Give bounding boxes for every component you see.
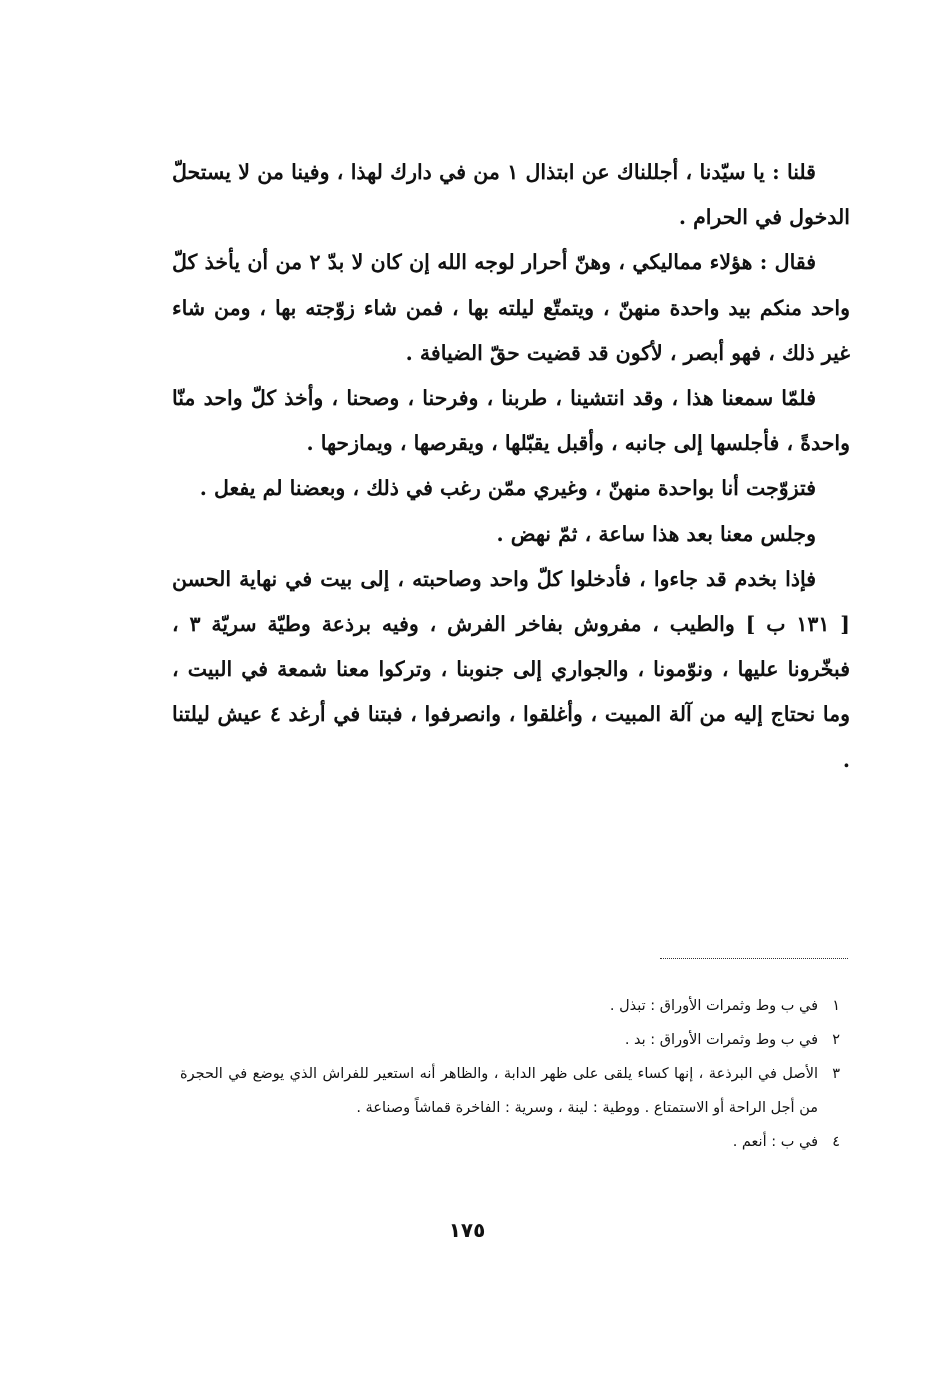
footnote-item — [180, 1125, 840, 1159]
main-text — [172, 150, 850, 783]
footnote-item — [180, 989, 840, 1023]
footnote-text: في ب وط وثمرات الأوراق : تبذل . — [609, 998, 818, 1014]
footnote-number: ١ — [832, 998, 840, 1014]
footnote-number: ٢ — [832, 1032, 840, 1048]
footnote-item — [180, 1057, 840, 1125]
footnote-text: في ب وط وثمرات الأوراق : بد . — [624, 1032, 818, 1048]
footnote-item — [180, 1023, 840, 1057]
paragraph-4: فتزوّجت أنا بواحدة منهنّ ، وغيري ممّن رغب في ذلك ، وبعضنا لم يفعل . — [199, 476, 816, 501]
footnote-divider — [660, 958, 848, 959]
paragraph-1: قلنا : يا سيّدنا ، أجللناك عن ابتذال ١ من في دارك لهذا ، وفينا من لا يستحلّ الدخول في الحرام . — [172, 160, 850, 230]
paragraph-5: وجلس معنا بعد هذا ساعة ، ثمّ نهض . — [496, 521, 816, 546]
footnote-number: ٣ — [832, 1066, 840, 1082]
footnote-text: في ب : أنعم . — [732, 1134, 818, 1150]
paragraph-2: فقال : هؤلاء مماليكي ، وهنّ أحرار لوجه الله إن كان لا بدّ ٢ من أن يأخذ كلّ واحد منكم بيد واحدة منهنّ ، ويتمتّع ليلته بها ، فمن شاء زوّجته بها ، ومن شاء غير ذلك ، فهو أبصر ، لأكون قد قضيت حقّ الضيافة . — [172, 250, 850, 365]
footnote-text: الأصل في البرذعة ، إنها كساء يلقى على ظهر الدابة ، والظاهر أنه استعير للفراش الذي يوضع في الحجرة من أجل الراحة أو الاستمتاع . ووطية : لينة ، وسرية : الفاخرة قماشاً وصناعة . — [180, 1066, 818, 1116]
paragraph-6: فإذا بخدم قد جاءوا ، فأدخلوا كلّ واحد وصاحبته ، إلى بيت في نهاية الحسن [ ١٣١ ب ] والطيب ، مفروش بفاخر الفرش ، وفيه برذعة وطيّة سريّة ٣ ، فبخّرونا عليها ، ونوّمونا ، والجواري إلى جنوبنا ، وتركوا معنا شمعة في البيت ، وما نحتاج إليه من آلة المبيت ، وأغلقوا ، وانصرفوا ، فبتنا في أرغد ٤ عيش ليلتنا . — [172, 566, 850, 772]
footnote-number: ٤ — [832, 1134, 840, 1150]
paragraph-3: فلمّا سمعنا هذا ، وقد انتشينا ، طربنا ، وفرحنا ، وصحنا ، وأخذ كلّ واحد منّا واحدةً ، فأجلسها إلى جانبه ، وأقبل يقبّلها ، ويقرصها ، ويمازحها . — [172, 386, 850, 456]
footnotes — [180, 989, 840, 1159]
page-number: ١٧٥ — [448, 1218, 486, 1242]
